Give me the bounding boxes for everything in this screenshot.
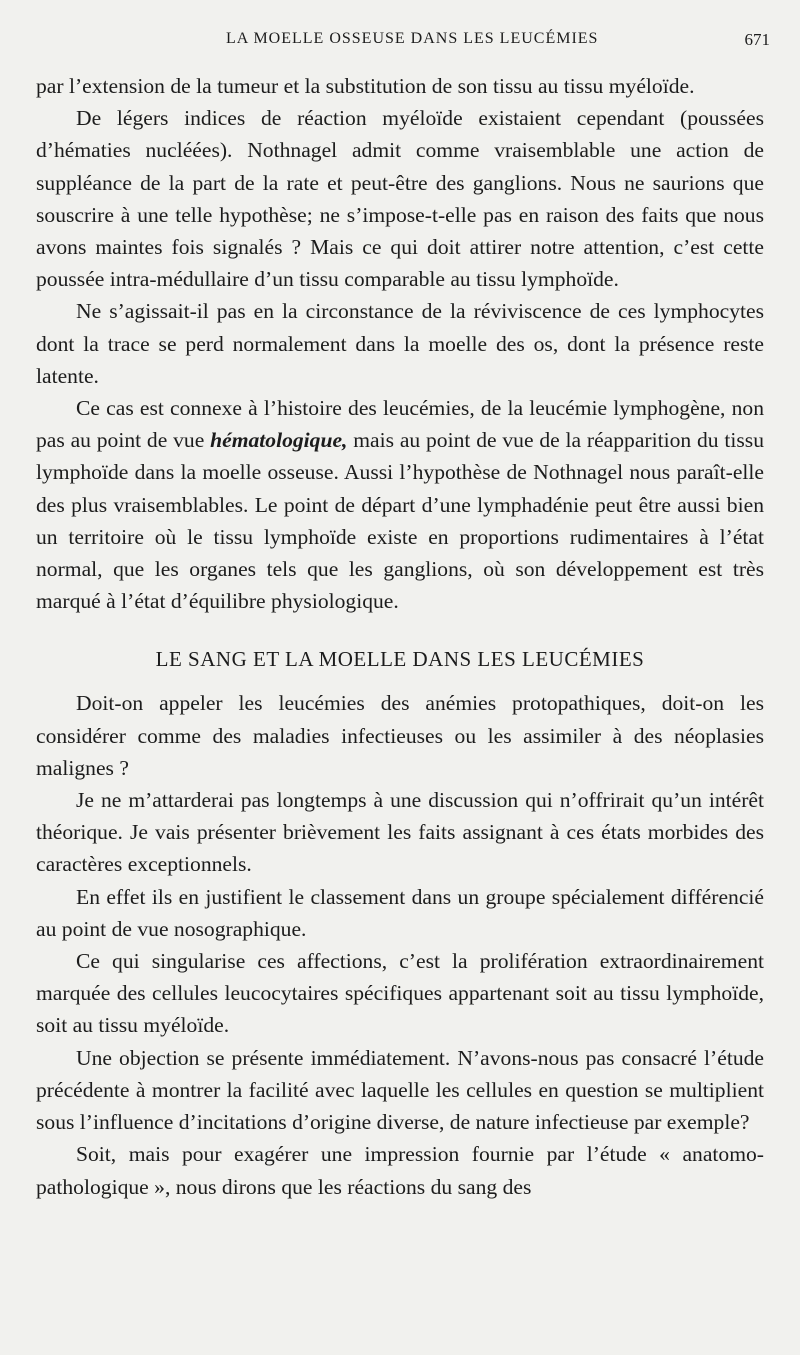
paragraph: Je ne m’attarderai pas longtemps à une discussion qui n’offrirait qu’un intérêt théorique. Je vais présenter brièvement les faits assignant à ces états morbides des caractères exceptionnels. bbox=[36, 788, 764, 877]
paragraph-text: Ce cas est connexe à l’histoire des leucémies, de la leucémie lymphogène, non pas au point de vue bbox=[36, 396, 764, 453]
paragraph: De légers indices de réaction myéloïde existaient cependant (poussées d’hématies nucléées). Nothnagel admit comme vraisemblable une action de suppléance de la part de la rate et peut-être des ganglions. Nous ne saurions que souscrire à une telle hypothèse; ne s’impose-t-elle pas en raison des faits que nous avons maintes fois signalés ? Mais ce qui doit attirer notre attention, c’est cette poussée intra-médullaire d’un tissu comparable au tissu lymphoïde. bbox=[36, 106, 764, 292]
page-number: 671 bbox=[744, 30, 770, 49]
paragraph: Ne s’agissait-il pas en la circonstance de la réviviscence de ces lymphocytes dont la trace se perd normalement dans la moelle des os, dont la présence reste latente. bbox=[36, 299, 764, 388]
running-title bbox=[36, 30, 770, 48]
paragraph: Doit-on appeler les leucémies des anémies protopathiques, doit-on les considérer comme des maladies infectieuses ou les assimiler à des néoplasies malignes ? bbox=[36, 691, 764, 780]
body-text bbox=[36, 70, 764, 1203]
emphasized-term: hématologique, bbox=[210, 428, 348, 453]
section-heading: LE SANG ET LA MOELLE DANS LES LEUCÉMIES bbox=[155, 647, 645, 672]
running-head bbox=[36, 30, 770, 58]
paragraph: En effet ils en justifient le classement dans un groupe spécialement différencié au point de vue nosographique. bbox=[36, 884, 764, 941]
paragraph-with-emphasis bbox=[36, 392, 764, 617]
running-title-text: LA MOELLE OSSEUSE DANS LES LEUCÉMIES bbox=[226, 30, 599, 47]
paragraph: par l’extension de la tumeur et la substitution de son tissu au tissu myéloïde. bbox=[36, 74, 695, 98]
paragraph: Ce qui singularise ces affections, c’est la prolifération extraordinairement marquée des cellules leucocytaires spécifiques appartenant soit au tissu lymphoïde, soit au tissu myéloïde. bbox=[36, 949, 764, 1038]
paragraph: Soit, mais pour exagérer une impression fournie par l’étude « anatomo-pathologique », nous dirons que les réactions du sang des bbox=[36, 1142, 764, 1199]
paragraph: Une objection se présente immédiatement. N’avons-nous pas consacré l’étude précédente à montrer la facilité avec laquelle les cellules en question se multiplient sous l’influence d’incitations d’origine diverse, de nature infectieuse par exemple? bbox=[36, 1045, 764, 1135]
paragraph-text: mais au point de vue de la réapparition du tissu lymphoïde dans la moelle osseuse. Aussi l’hypothèse de Nothnagel nous paraît-elle des plus vraisemblables. Le point de départ d’une lymphadénie peut être aussi bien un territoire où le tissu lymphoïde existe en proportions rudimentaires à l’état normal, que les organes tels que les ganglions, où son développement est très marqué à l’état d’équilibre physiologique. bbox=[36, 428, 764, 614]
